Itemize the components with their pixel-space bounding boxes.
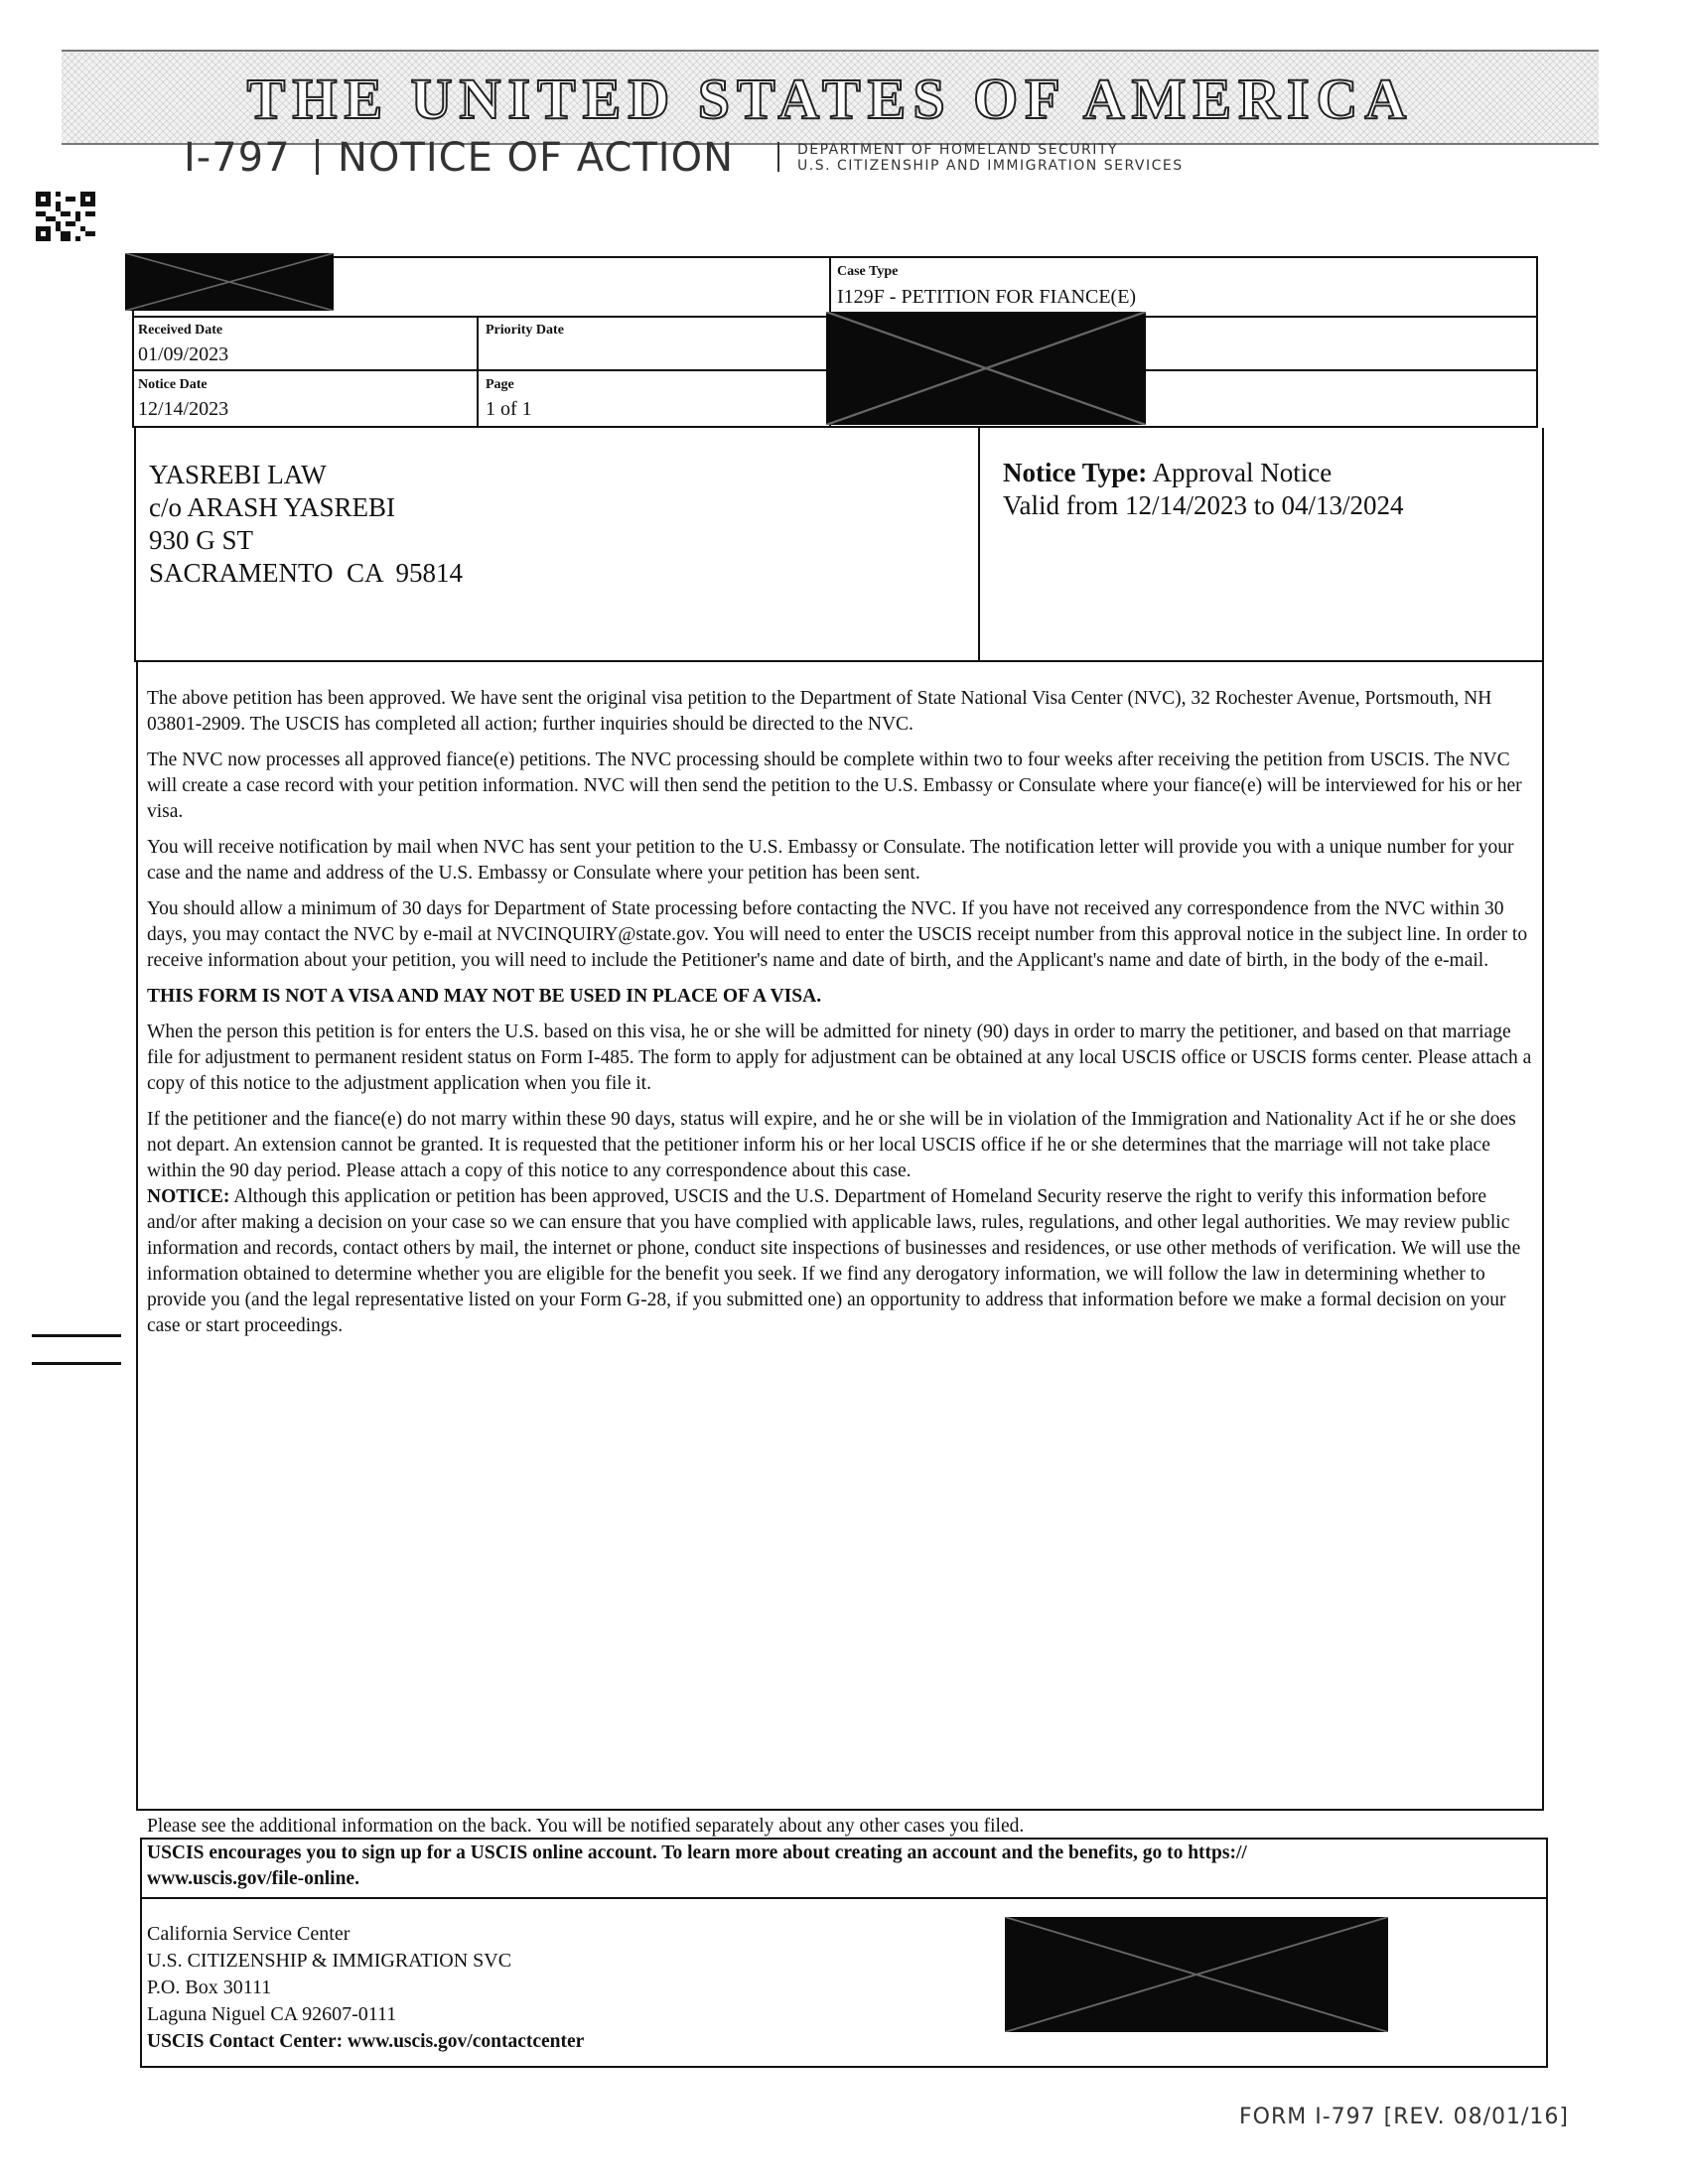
notice-text: Although this application or petition has been approved, USCIS and the U.S. Department of Homeland Security reserve the right to verify this information before and/or after making a decision on your case so we can ensure that you have complied with applicable laws, rules, regulations, and other legal authorities. We may review public information and records, contact others by mail, the internet or phone, conduct site inspections of businesses and residences, or use other methods of verification. We will use the information obtained to determine whether you are eligible for the benefit you seek. If we find any derogatory information, we will follow the law in determining whether to provide you (and the legal representative listed on your Form G-28, if you submitted one) an opportunity to address that information before we make a formal decision on your case or start proceedings. [147, 1186, 1521, 1336]
body-paragraph: The NVC now processes all approved fiance(e) petitions. The NVC processing should be complete within two to four weeks after receiving the petition from USCIS. The NVC will create a case record with your petition information. NVC will then send the petition to the U.S. Embassy or Consulate where your fiance(e) will be interviewed for his or her visa. [147, 750, 1522, 822]
notice-paragraph [147, 1184, 1537, 1339]
redaction-box [125, 253, 334, 311]
online-account-link[interactable]: www.uscis.gov/file-online. [147, 1868, 359, 1889]
page-label: Page [486, 377, 514, 392]
additional-info-note: Please see the additional information on the back. You will be notified separately about any other cases you filed. [147, 1816, 1025, 1837]
received-date-label: Received Date [138, 323, 223, 338]
notice-type [1003, 458, 1332, 488]
online-account-text: USCIS encourages you to sign up for a USCIS online account. To learn more about creating an account and the benefits, go to https:// [147, 1843, 1247, 1863]
header-divider [777, 142, 779, 172]
body-paragraph: If the petitioner and the fiance(e) do not marry within these 90 days, status will expire, and he or she will be in violation of the Immigration and Nationality Act if he or she does not depart. An extension cannot be granted. It is requested that the petitioner inform his or her local USCIS office if he or she determines that the marriage will not take place within the 90 day period. Please attach a copy of this notice to any correspondence about this case. [147, 1109, 1516, 1181]
notice-body [147, 686, 1537, 1349]
address-line-4: SACRAMENTO CA 95814 [149, 558, 464, 588]
case-type-value: I129F - PETITION FOR FIANCE(E) [837, 286, 1137, 308]
service-center-agency: U.S. CITIZENSHIP & IMMIGRATION SVC [147, 1950, 512, 1972]
address-line-3: 930 G ST [149, 525, 254, 555]
service-center-po-box: P.O. Box 30111 [147, 1977, 272, 1998]
notice-date-value: 12/14/2023 [138, 398, 229, 420]
body-paragraph: You will receive notification by mail when NVC has sent your petition to the U.S. Embassy or Consulate. The notification letter will provide you with a unique number for your case and the name and address of the U.S. Embassy or Consulate where your petition has been sent. [147, 837, 1514, 884]
service-center-name: California Service Center [147, 1923, 351, 1945]
department-name: DEPARTMENT OF HOMELAND SECURITY [797, 142, 1119, 158]
form-revision: FORM I-797 [REV. 08/01/16] [1239, 2105, 1570, 2129]
service-center-city: Laguna Niguel CA 92607-0111 [147, 2003, 397, 2025]
received-date-value: 01/09/2023 [138, 343, 229, 365]
visa-warning: THIS FORM IS NOT A VISA AND MAY NOT BE USED IN PLACE OF A VISA. [147, 986, 822, 1007]
body-paragraph: You should allow a minimum of 30 days for Department of State processing before contacting the NVC. If you have not received any correspondence from the NVC within 30 days, you may contact the NVC by e-mail at NVCINQUIRY@state.gov. You will need to enter the USCIS receipt number from this approval notice in the subject line. In order to receive information about your petition, you will need to include the Petitioner's name and date of birth, and the Applicant's name and date of birth, in the body of the e-mail. [147, 898, 1528, 971]
body-paragraph: When the person this petition is for enters the U.S. based on this visa, he or she will be admitted for ninety (90) days in order to marry the petitioner, and based on that marriage file for adjustment to permanent resident status on Form I-485. The form to apply for adjustment can be obtained at any local USCIS office or USCIS forms center. Please attach a copy of this notice to the adjustment application when you file it. [147, 1022, 1532, 1094]
banner-title: THE UNITED STATES OF AMERICA [246, 67, 1414, 131]
agency-name: U.S. CITIZENSHIP AND IMMIGRATION SERVICES [797, 158, 1184, 174]
contact-center: USCIS Contact Center: www.uscis.gov/contactcenter [147, 2031, 585, 2052]
notice-date-label: Notice Date [138, 377, 208, 392]
notice-of-action-title: NOTICE OF ACTION [338, 135, 734, 181]
validity-period: Valid from 12/14/2023 to 04/13/2024 [1003, 490, 1404, 520]
redaction-box [1005, 1917, 1388, 2032]
notice-type-value: Approval Notice [1152, 458, 1333, 487]
header-divider [316, 139, 319, 175]
form-id: I-797 [184, 135, 291, 181]
notice-type-label: Notice Type: [1003, 458, 1148, 487]
body-paragraph: The above petition has been approved. We have sent the original visa petition to the Department of State National Visa Center (NVC), 32 Rochester Avenue, Portsmouth, NH 03801-2909. The USCIS has completed all action; further inquiries should be directed to the NVC. [147, 688, 1492, 735]
address-line-1: YASREBI LAW [149, 460, 327, 489]
notice-label: NOTICE: [147, 1186, 230, 1207]
priority-date-label: Priority Date [486, 323, 564, 338]
banner [62, 50, 1599, 145]
margin-mark [32, 1362, 121, 1365]
margin-mark [32, 1334, 121, 1337]
address-line-2: c/o ARASH YASREBI [149, 492, 396, 522]
page-value: 1 of 1 [486, 398, 532, 420]
redaction-box [826, 312, 1146, 425]
qr-code-icon [36, 191, 95, 242]
case-type-label: Case Type [837, 264, 899, 279]
